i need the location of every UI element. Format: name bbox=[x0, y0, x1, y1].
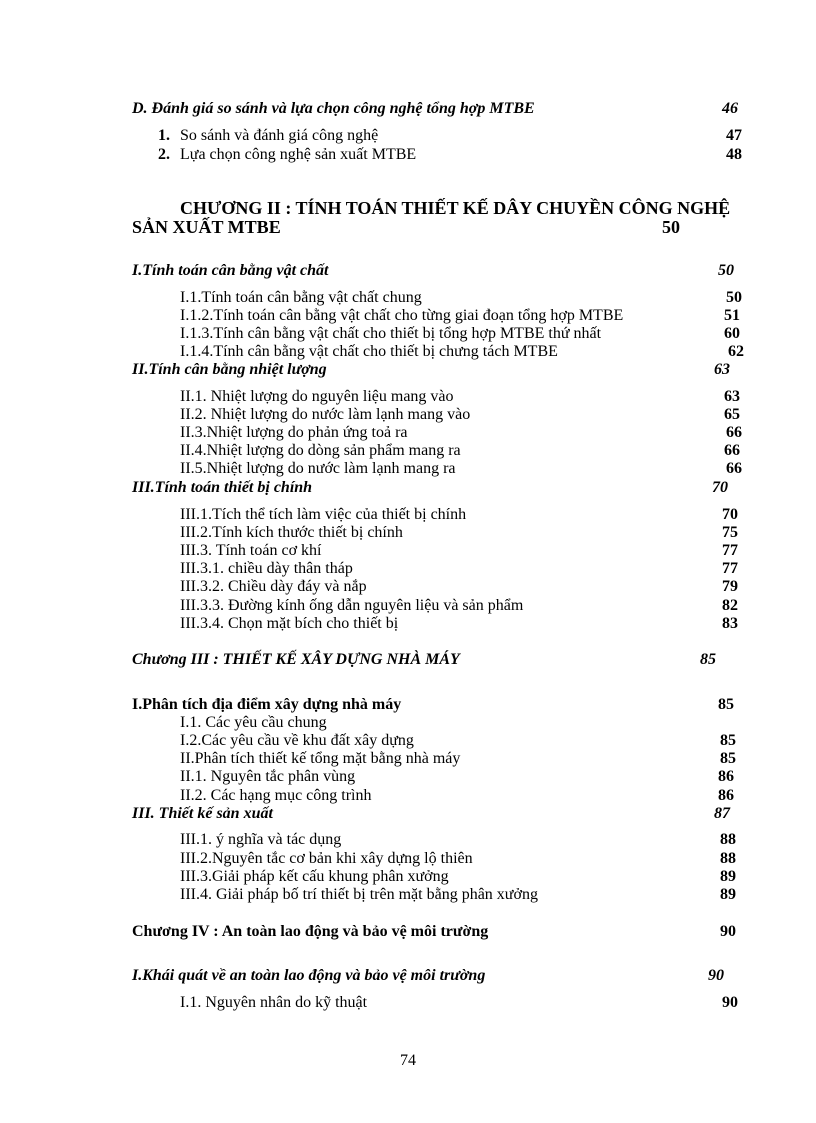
toc-entry[interactable]: III.2.Tính kích thước thiết bị chính bbox=[180, 524, 403, 541]
chapter-heading[interactable]: CHƯƠNG II : TÍNH TOÁN THIẾT KẾ DÂY CHUYỀN CÔNG NGHỆ bbox=[180, 198, 731, 218]
toc-page: 90 bbox=[708, 967, 724, 984]
toc-entry[interactable]: III.4. Giải pháp bố trí thiết bị trên mặt bằng phân xưởng bbox=[180, 886, 538, 903]
toc-entry[interactable]: III.2.Nguyên tắc cơ bản khi xây dựng lộ thiên bbox=[180, 850, 473, 867]
toc-entry[interactable]: II.5.Nhiệt lượng do nước làm lạnh mang ra bbox=[180, 460, 456, 477]
toc-page: 79 bbox=[722, 578, 738, 595]
toc-page: 82 bbox=[722, 597, 738, 614]
toc-number: 2. bbox=[158, 146, 170, 163]
toc-entry[interactable]: I.1.2.Tính toán cân bằng vật chất cho từng giai đoạn tổng hợp MTBE bbox=[180, 307, 624, 324]
toc-entry[interactable]: I.1. Nguyên nhân do kỹ thuật bbox=[180, 994, 368, 1011]
toc-page: 85 bbox=[700, 651, 716, 668]
toc-page: 60 bbox=[724, 325, 740, 342]
toc-page: 47 bbox=[726, 127, 742, 144]
toc-page: 89 bbox=[720, 868, 736, 885]
toc-page: 50 bbox=[726, 289, 742, 306]
chapter-heading[interactable]: Chương III : THIẾT KẾ XÂY DỰNG NHÀ MÁY bbox=[132, 651, 460, 668]
toc-entry-label: So sánh và đánh giá công nghệ bbox=[180, 127, 379, 144]
page-number: 74 bbox=[400, 1052, 416, 1069]
toc-page: 65 bbox=[724, 406, 740, 423]
toc-section[interactable]: I.Tính toán cân bằng vật chất bbox=[132, 262, 329, 279]
toc-page: 90 bbox=[722, 994, 738, 1011]
toc-entry[interactable]: III.1.Tích thể tích làm việc của thiết bị chính bbox=[180, 506, 467, 523]
toc-entry[interactable]: II.Phân tích thiết kế tổng mặt bằng nhà máy bbox=[180, 750, 461, 767]
toc-entry[interactable]: III.3.2. Chiều dày đáy và nắp bbox=[180, 578, 367, 595]
toc-page: 88 bbox=[720, 850, 736, 867]
toc-page: 90 bbox=[720, 923, 736, 940]
toc-section[interactable]: III.Tính toán thiết bị chính bbox=[132, 479, 313, 496]
toc-page: 48 bbox=[726, 146, 742, 163]
toc-page: 63 bbox=[724, 388, 740, 405]
toc-entry[interactable]: I.1.Tính toán cân bằng vật chất chung bbox=[180, 289, 422, 306]
toc-entry[interactable] bbox=[158, 146, 416, 164]
toc-entry[interactable]: I.1.3.Tính cân bằng vật chất cho thiết bị tổng hợp MTBE thứ nhất bbox=[180, 325, 602, 342]
toc-number: 1. bbox=[158, 127, 170, 144]
toc-page: 85 bbox=[718, 696, 734, 713]
toc-page: 87 bbox=[714, 805, 730, 822]
toc-page: 66 bbox=[726, 424, 742, 441]
toc-page: 50 bbox=[718, 262, 734, 279]
toc-page: 77 bbox=[722, 560, 738, 577]
toc-entry[interactable]: III.3.3. Đường kính ống dẫn nguyên liệu và sản phẩm bbox=[180, 597, 524, 614]
toc-section[interactable]: I.Khái quát về an toàn lao động và bảo vệ môi trường bbox=[132, 967, 486, 984]
toc-page: 70 bbox=[712, 479, 728, 496]
toc-page: 86 bbox=[718, 787, 734, 804]
toc-page: 77 bbox=[722, 542, 738, 559]
toc-entry[interactable]: III.3.1. chiều dày thân tháp bbox=[180, 560, 353, 577]
toc-section[interactable]: I.Phân tích địa điểm xây dựng nhà máy bbox=[132, 696, 402, 713]
chapter-heading[interactable]: Chương IV : An toàn lao động và bảo vệ môi trường bbox=[132, 923, 489, 940]
toc-entry[interactable]: II.1. Nguyên tắc phân vùng bbox=[180, 768, 356, 785]
toc-heading-d[interactable]: D. Đánh giá so sánh và lựa chọn công nghệ tổng hợp MTBE bbox=[132, 100, 535, 117]
toc-page: 63 bbox=[714, 361, 730, 378]
chapter-heading-cont[interactable]: SẢN XUẤT MTBE bbox=[132, 217, 281, 237]
toc-page: 85 bbox=[720, 732, 736, 749]
toc-section[interactable]: II.Tính cân bằng nhiệt lượng bbox=[132, 361, 327, 378]
toc-entry[interactable]: III.1. ý nghĩa và tác dụng bbox=[180, 831, 342, 848]
toc-entry[interactable]: II.4.Nhiệt lượng do dòng sản phẩm mang ra bbox=[180, 442, 461, 459]
toc-page: 75 bbox=[722, 524, 738, 541]
toc-page: 88 bbox=[720, 831, 736, 848]
toc-entry[interactable]: I.1. Các yêu cầu chung bbox=[180, 714, 327, 731]
toc-page: 66 bbox=[724, 442, 740, 459]
toc-entry[interactable]: II.1. Nhiệt lượng do nguyên liệu mang vào bbox=[180, 388, 454, 405]
toc-entry[interactable]: II.2. Nhiệt lượng do nước làm lạnh mang vào bbox=[180, 406, 471, 423]
toc-entry[interactable]: II.2. Các hạng mục công trình bbox=[180, 787, 372, 804]
toc-page: 83 bbox=[722, 615, 738, 632]
toc-entry[interactable]: III.3.4. Chọn mặt bích cho thiết bị bbox=[180, 615, 399, 632]
toc-section[interactable]: III. Thiết kế sản xuất bbox=[132, 805, 273, 822]
toc-entry[interactable]: III.3.Giải pháp kết cấu khung phân xưởng bbox=[180, 868, 449, 885]
toc-page: 46 bbox=[722, 100, 738, 117]
toc-entry[interactable]: II.3.Nhiệt lượng do phản ứng toả ra bbox=[180, 424, 408, 441]
toc-page: 66 bbox=[726, 460, 742, 477]
toc-entry[interactable]: I.2.Các yêu cầu về khu đất xây dựng bbox=[180, 732, 414, 749]
toc-page: 86 bbox=[718, 768, 734, 785]
toc-entry-label: Lựa chọn công nghệ sản xuất MTBE bbox=[180, 146, 417, 163]
toc-page: 89 bbox=[720, 886, 736, 903]
toc-page: 70 bbox=[722, 506, 738, 523]
toc-page: 62 bbox=[728, 343, 744, 360]
toc-page: 51 bbox=[724, 307, 740, 324]
toc-page: 50 bbox=[662, 217, 680, 237]
toc-entry[interactable]: III.3. Tính toán cơ khí bbox=[180, 542, 322, 559]
toc-page: 85 bbox=[720, 750, 736, 767]
toc-entry[interactable] bbox=[158, 127, 378, 145]
toc-entry[interactable]: I.1.4.Tính cân bằng vật chất cho thiết bị chưng tách MTBE bbox=[180, 343, 558, 360]
